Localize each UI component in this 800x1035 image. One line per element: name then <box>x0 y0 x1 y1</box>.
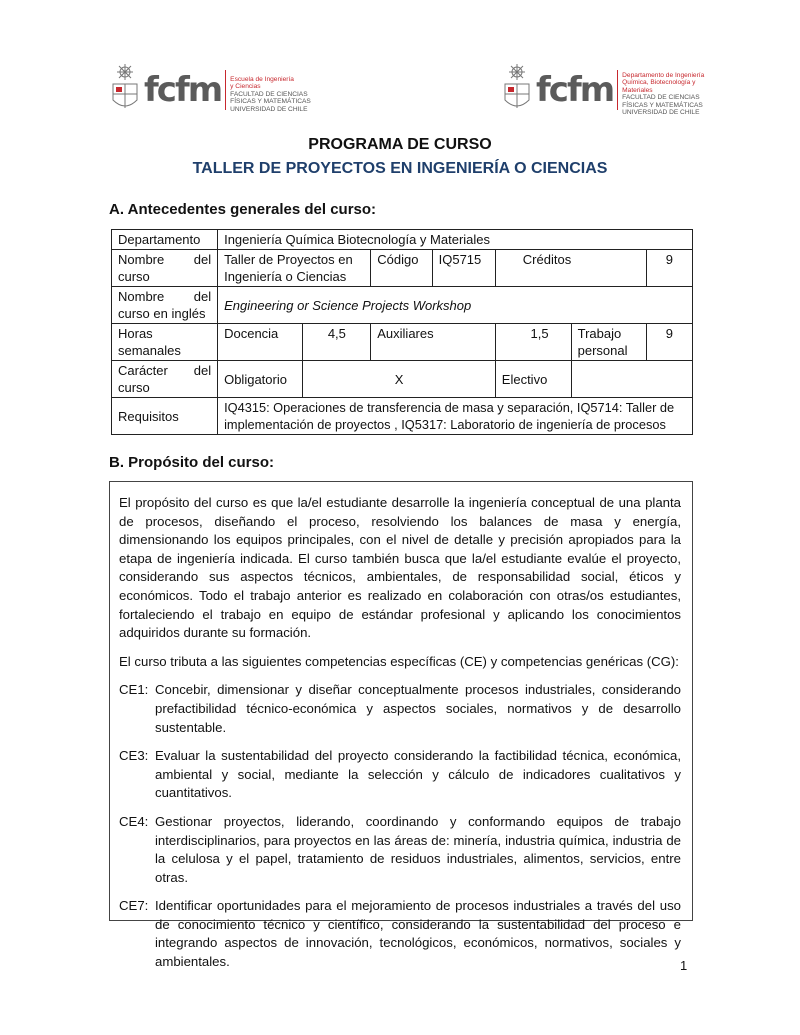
trabajo-value: 9 <box>646 324 692 361</box>
electivo-label: Electivo <box>495 361 571 398</box>
purpose-box <box>109 481 693 970</box>
label-word: Nombre <box>118 289 165 304</box>
competency-item <box>119 747 681 803</box>
logo-faculty-line: FACULTAD DE CIENCIAS <box>230 90 308 98</box>
auxiliares-value: 1,5 <box>495 324 571 361</box>
nombre-label <box>112 250 218 287</box>
logo-faculty-line: FACULTAD DE CIENCIAS <box>622 94 700 102</box>
fcfm-wordmark: fcfm <box>144 70 222 110</box>
label-word: curso <box>118 380 150 395</box>
horas-label: Horas semanales <box>112 324 218 361</box>
competency-code: CE1: <box>119 682 149 698</box>
ingles-value-text: Engineering or Science Projects Workshop <box>224 297 472 313</box>
label-word: del <box>193 289 212 304</box>
label-word: del <box>193 252 212 267</box>
logo-caption <box>622 72 704 116</box>
nombre-value-line: Taller de Proyectos en <box>224 252 353 267</box>
fcfm-wordmark: fcfm <box>536 70 614 110</box>
competency-text: Concebir, dimensionar y diseñar conceptualmente procesos industriales, considerando prefactibilidad técnico-económica y aspectos sociales, normativos y de desarrollo sustentable. <box>155 682 681 735</box>
codigo-label: Código <box>371 250 432 287</box>
label-word: Carácter <box>118 363 168 378</box>
codigo-value: IQ5715 <box>432 250 495 287</box>
label-word: Nombre <box>118 252 165 267</box>
competency-text: Identificar oportunidades para el mejoramiento de procesos industriales a través del uso de conocimiento técnico y científico, considerando la sustentabilidad del proceso e integrando aspectos de innovación, tecnológicos, económicos, normativos, sociales y ambientales. <box>155 898 681 970</box>
course-title: TALLER DE PROYECTOS EN INGENIERÍA O CIENCIAS <box>192 160 608 177</box>
table-row <box>112 324 693 361</box>
logo-faculty-line: UNIVERSIDAD DE CHILE <box>622 109 700 117</box>
ingles-label <box>112 287 218 324</box>
table-row <box>112 361 693 398</box>
label-word: personal <box>577 343 628 358</box>
competency-code: CE4: <box>119 813 149 829</box>
logo-divider <box>225 70 226 110</box>
obligatorio-label: Obligatorio <box>218 361 303 398</box>
competency-item <box>119 813 681 887</box>
table-row <box>112 230 693 250</box>
label-word: Trabajo <box>577 326 622 341</box>
logo-dept-line: Química, Biotecnología y <box>622 79 696 87</box>
label-word: curso <box>118 269 150 284</box>
departamento-label: Departamento <box>112 230 218 250</box>
section-b-heading: B. Propósito del curso: <box>109 454 275 471</box>
logo-escuela <box>108 64 311 116</box>
requisitos-value <box>218 398 693 435</box>
purpose-paragraph: El propósito del curso es que la/el estudiante desarrolle la ingeniería conceptual de una planta de procesos, diseñando el proceso, resolviendo los balances de masa y energía, dimensionando los equipos principales, con el nivel de detalle y precisión apropiados para la etapa de ingeniería indicada. El curso también busca que la/el estudiante evalúe el proyecto, considerando sus aspectos técnicos, ambientales, de responsabilidad social, éticos y económicos. Todo el trabajo anterior es realizado en colaboración con otras/os estudiantes, fortaleciendo el trabajo en equipo de estándar profesional y aplicando los conocimientos adquiridos durante su formación. <box>119 495 681 641</box>
document-title: PROGRAMA DE CURSO <box>308 136 492 153</box>
page-number: 1 <box>680 958 688 973</box>
logo-departamento <box>500 64 704 116</box>
creditos-value: 9 <box>646 250 692 287</box>
trabajo-label <box>571 324 646 361</box>
logo-caption <box>230 76 311 113</box>
logo-faculty-line: FÍSICAS Y MATEMÁTICAS <box>230 98 311 106</box>
competency-text: Evaluar la sustentabilidad del proyecto considerando la factibilidad técnica, económica, ambiental y social, mediante la selección y cálculo de indicadores cualitativos y cuantitativos. <box>155 748 681 801</box>
ingles-value <box>218 287 693 324</box>
logo-dept-line: Escuela de Ingeniería <box>230 76 294 83</box>
electivo-value <box>571 361 692 398</box>
competency-item <box>119 681 681 737</box>
logo-dept-line: y Ciencias <box>230 83 261 91</box>
requisitos-label: Requisitos <box>112 398 218 435</box>
docencia-label: Docencia <box>218 324 303 361</box>
auxiliares-label: Auxiliares <box>371 324 496 361</box>
logo-dept-line: Departamento de Ingeniería <box>622 72 705 79</box>
competency-code: CE7: <box>119 898 149 914</box>
label-word: del <box>193 363 212 378</box>
competencies-intro: El curso tributa a las siguientes competencias específicas (CE) y competencias genéricas (CG): <box>119 653 679 669</box>
docencia-value: 4,5 <box>303 324 371 361</box>
creditos-label: Créditos <box>495 250 646 287</box>
table-row <box>112 250 693 287</box>
competency-text: Gestionar proyectos, liderando, coordinando y conformando equipos de trabajo interdisciplinarios, para proyectos en las áreas de: minería, industria química, industria de la celulosa y el papel, tratamiento de residuos industriales, alimentos, servicios, entre otras. <box>155 813 681 885</box>
section-a-heading: A. Antecedentes generales del curso: <box>109 201 377 218</box>
logo-faculty-line: UNIVERSIDAD DE CHILE <box>230 105 308 113</box>
table-row <box>112 398 693 435</box>
competency-item <box>119 897 681 971</box>
requisitos-line: implementación de proyectos , IQ5317: Laboratorio de ingeniería de procesos <box>224 417 666 432</box>
requisitos-line: IQ4315: Operaciones de transferencia de masa y separación, IQ5714: Taller de <box>224 400 675 415</box>
university-crest-icon <box>108 64 142 116</box>
logo-divider <box>617 70 618 110</box>
table-row <box>112 287 693 324</box>
caracter-label <box>112 361 218 398</box>
course-info-table <box>111 229 693 435</box>
university-crest-icon <box>500 64 534 116</box>
label-word: curso en inglés <box>118 306 206 321</box>
obligatorio-value: X <box>303 361 495 398</box>
departamento-value: Ingeniería Química Biotecnología y Materiales <box>218 230 693 250</box>
nombre-value-line: Ingeniería o Ciencias <box>224 269 347 284</box>
nombre-value <box>218 250 371 287</box>
competency-code: CE3: <box>119 748 149 764</box>
logo-dept-line: Materiales <box>622 86 653 94</box>
logo-faculty-line: FÍSICAS Y MATEMÁTICAS <box>622 101 703 109</box>
